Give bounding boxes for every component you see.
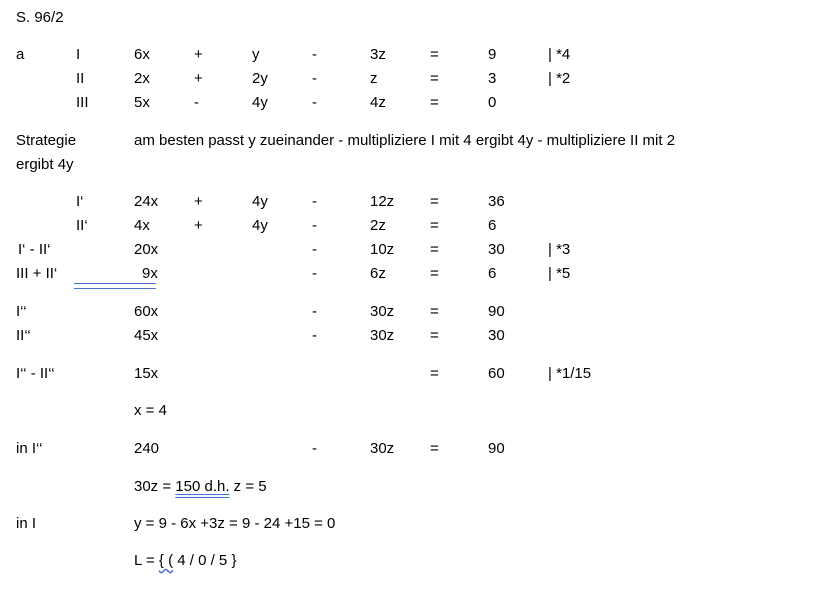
z-result-pre: 30z = bbox=[134, 478, 176, 495]
operation-note: | *5 bbox=[548, 265, 571, 282]
row-label: II bbox=[76, 70, 85, 87]
operation-note: | *4 bbox=[548, 46, 571, 63]
row-label: in I bbox=[16, 515, 37, 532]
operator: + bbox=[194, 193, 203, 210]
term-x: 9x bbox=[142, 265, 158, 282]
rhs-value: 30 bbox=[488, 327, 505, 344]
operation-note: | *2 bbox=[548, 70, 571, 87]
rhs-value: 90 bbox=[488, 303, 505, 320]
equals-sign: = bbox=[430, 94, 439, 111]
term-x: 5x bbox=[134, 94, 150, 111]
rhs-value: 6 bbox=[488, 265, 497, 282]
equals-sign: = bbox=[430, 265, 439, 282]
operator: - bbox=[312, 303, 317, 320]
term-z: 2z bbox=[370, 217, 386, 234]
row-label: III bbox=[76, 94, 89, 111]
operator: + bbox=[194, 46, 203, 63]
term-z: 6z bbox=[370, 265, 386, 282]
row-label: I‘‘ - II‘‘ bbox=[16, 365, 55, 382]
solution-brace-underlined: { ( bbox=[158, 552, 174, 569]
z-result bbox=[134, 478, 267, 496]
operator: - bbox=[312, 241, 317, 258]
term-x: 20x bbox=[134, 241, 159, 258]
operator: - bbox=[312, 217, 317, 234]
x-result: x = 4 bbox=[134, 402, 167, 419]
operation-note: | *1/15 bbox=[548, 365, 592, 382]
strategy-text-continued: ergibt 4y bbox=[16, 156, 74, 173]
rhs-value: 30 bbox=[488, 241, 505, 258]
operator: - bbox=[312, 193, 317, 210]
term-x: 4x bbox=[134, 217, 150, 234]
equals-sign: = bbox=[430, 241, 439, 258]
z-result-post: z = 5 bbox=[229, 478, 267, 495]
term-x: 15x bbox=[134, 365, 159, 382]
equals-sign: = bbox=[430, 303, 439, 320]
row-label: III + II‘ bbox=[16, 265, 58, 282]
equals-sign: = bbox=[430, 193, 439, 210]
spellcheck-underline bbox=[74, 283, 156, 289]
term-x: 60x bbox=[134, 303, 159, 320]
page-title: S. 96/2 bbox=[16, 9, 64, 26]
term-z: 4z bbox=[370, 94, 386, 111]
term-z: 10z bbox=[370, 241, 395, 258]
term-z: 12z bbox=[370, 193, 395, 210]
equals-sign: = bbox=[430, 365, 439, 382]
operator: + bbox=[194, 217, 203, 234]
row-label: I‘‘ bbox=[16, 303, 27, 320]
operator: - bbox=[312, 265, 317, 282]
operator: - bbox=[312, 327, 317, 344]
operator: - bbox=[312, 94, 317, 111]
operator: - bbox=[312, 46, 317, 63]
term-y: 4y bbox=[252, 94, 268, 111]
solution-pre: L = bbox=[134, 552, 159, 569]
row-label: I‘ - II‘ bbox=[18, 241, 51, 258]
operator: + bbox=[194, 70, 203, 87]
row-label: I‘ bbox=[76, 193, 84, 210]
term-x: 45x bbox=[134, 327, 159, 344]
term-z: z bbox=[370, 70, 378, 87]
operation-note: | *3 bbox=[548, 241, 571, 258]
solution-set bbox=[134, 552, 236, 570]
operator: - bbox=[312, 440, 317, 457]
rhs-value: 36 bbox=[488, 193, 505, 210]
term-y: y bbox=[252, 46, 260, 63]
y-calculation: y = 9 - 6x +3z = 9 - 24 +15 = 0 bbox=[134, 515, 336, 532]
equals-sign: = bbox=[430, 46, 439, 63]
rhs-value: 90 bbox=[488, 440, 505, 457]
term-y: 2y bbox=[252, 70, 268, 87]
term-x: 24x bbox=[134, 193, 159, 210]
rhs-value: 6 bbox=[488, 217, 497, 234]
term-y: 4y bbox=[252, 217, 268, 234]
rhs-value: 3 bbox=[488, 70, 497, 87]
rhs-value: 0 bbox=[488, 94, 497, 111]
solution-post: 4 / 0 / 5 } bbox=[173, 552, 237, 569]
term-z: 30z bbox=[370, 327, 395, 344]
term-y: 4y bbox=[252, 193, 268, 210]
row-label: in I‘‘ bbox=[16, 440, 43, 457]
term-z: 3z bbox=[370, 46, 386, 63]
row-label: I bbox=[76, 46, 81, 63]
row-label: II‘ bbox=[76, 217, 88, 234]
term-value: 240 bbox=[134, 440, 160, 457]
part-label: a bbox=[16, 46, 25, 63]
term-z: 30z bbox=[370, 440, 395, 457]
operator: - bbox=[194, 94, 199, 111]
z-result-underlined: 150 d.h. bbox=[175, 478, 230, 495]
rhs-value: 9 bbox=[488, 46, 497, 63]
equals-sign: = bbox=[430, 70, 439, 87]
equals-sign: = bbox=[430, 440, 439, 457]
strategy-label: Strategie bbox=[16, 132, 77, 149]
equals-sign: = bbox=[430, 327, 439, 344]
strategy-text: am besten passt y zueinander - multipliziere I mit 4 ergibt 4y - multipliziere II mit 2 bbox=[134, 132, 676, 149]
operator: - bbox=[312, 70, 317, 87]
rhs-value: 60 bbox=[488, 365, 505, 382]
term-x: 2x bbox=[134, 70, 150, 87]
term-z: 30z bbox=[370, 303, 395, 320]
equals-sign: = bbox=[430, 217, 439, 234]
term-x: 6x bbox=[134, 46, 150, 63]
row-label: II‘‘ bbox=[16, 327, 31, 344]
